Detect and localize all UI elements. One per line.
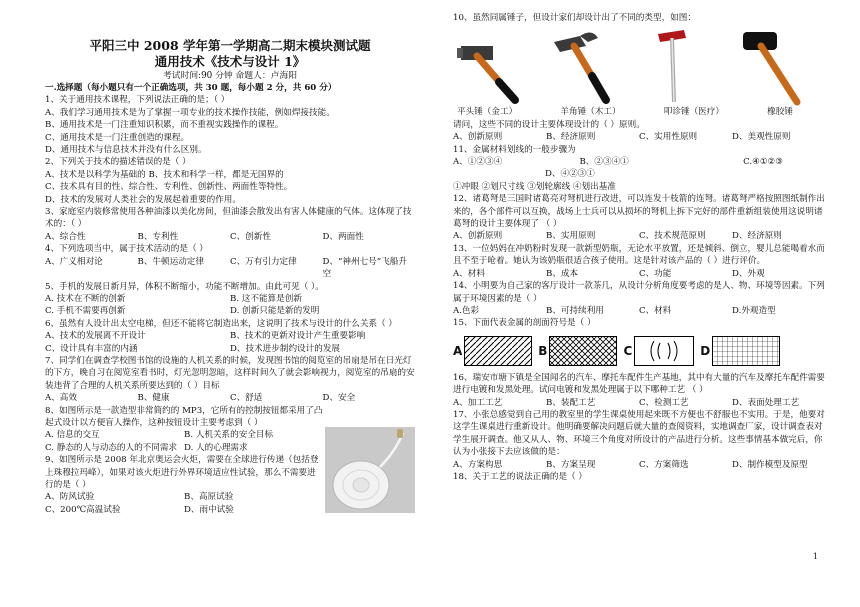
option: A、方案构思 [453, 459, 503, 470]
question-14-options [453, 305, 825, 317]
pattern-d [700, 336, 780, 366]
option: B、健康 [137, 393, 170, 404]
option: D、技术的发展对人类社会的发展起着重要的作用。 [45, 194, 241, 205]
question-8: 8、如图所示是一款造型非常简约的 MP3，它所有的控制按钮都采用了凸起式设计以方便盲人操作，这种按钮设计主要考虑到（ ） [45, 405, 323, 428]
mp3-photo [325, 427, 415, 513]
question-10-ask: 请问，这些不同的设计主要体现设计的（ ）原则。 [453, 119, 645, 130]
option: B、可持续利用 [546, 305, 604, 316]
option: A、加工工艺 [453, 397, 503, 408]
option: A、技术的发展离不开设计 [45, 331, 146, 342]
option-row [45, 392, 415, 404]
option: B、方案呈现 [546, 459, 596, 470]
hammer-images [453, 24, 825, 106]
option: C、实用性原则 [639, 132, 698, 143]
option-row [45, 491, 323, 503]
option: D、制作模型及原型 [732, 459, 808, 470]
option: C、创新性 [230, 231, 271, 242]
option: B. 人机关系的安全目标 [184, 430, 274, 441]
option: C、舒适 [230, 393, 263, 404]
option-row [45, 504, 323, 516]
option: D、美观性原则 [732, 132, 791, 143]
option: B、通用技术是一门注重知识积累，而不重视实践操作的课程。 [45, 120, 284, 131]
option: A.色彩 [453, 305, 480, 316]
question-13: 13、一位妈妈在冲奶粉时发现一款新型奶瓶，无论水平放置，还是倾斜、倒立，婴儿总能喝着水而且不至于呛着。她认为该奶瓶很适合孩子使用。这是针对该产品的（ ）进行评价。 [453, 243, 825, 267]
option: B、高原试验 [184, 492, 234, 503]
option: A. 技术在不断的创新 [45, 293, 126, 304]
question-9: 9、如图所示是 2008 年北京奥运会火炬，需要在全球进行传递（包括登上珠穆拉玛峰），如果对该火炬进行外界环境适应性试验，那么不需要进行的是（ ） [45, 455, 319, 490]
option: C、材料 [639, 305, 672, 316]
option: A. 信息的交互 [45, 430, 100, 441]
section-patterns [453, 333, 825, 369]
option: C. 静态的人与动态的人的不同需求 [45, 442, 178, 453]
option: C、检测工艺 [639, 397, 689, 408]
option: B、牛顿运动定律 [137, 256, 204, 267]
option: A、高效 [45, 393, 77, 404]
option: C.④①②③ [743, 157, 783, 168]
option: D、④②③① [545, 169, 595, 180]
hammer-caption: 橡胶锤 [767, 107, 793, 118]
option: A、创新原则 [453, 132, 503, 143]
option: C. 手机不需要再创新 [45, 306, 126, 317]
rubber-mallet-icon [739, 26, 805, 106]
question-2: 2、下列关于技术的描述错误的是（ ） [45, 157, 191, 168]
option: D、经济原则 [732, 231, 782, 242]
option-row [45, 330, 415, 342]
question-5: 5、手机的发展日新月异，体积不断缩小，功能不断增加。由此可见（ ）。 [45, 281, 324, 292]
question-15: 15、下面代表金属的剖面符号是（ ） [453, 318, 596, 329]
option: B、专利性 [137, 231, 179, 242]
option: A、我们学习通用技术是为了掌握一项专业的技术操作技能，例如焊接技能。 [45, 107, 335, 118]
pattern-label: A [453, 343, 463, 358]
option-row [45, 343, 415, 355]
pattern-label: B [538, 343, 548, 358]
option-row [45, 429, 323, 441]
option: B、成本 [546, 268, 579, 279]
page-number: 1 [812, 552, 818, 561]
option: C、功能 [639, 268, 672, 279]
question-11: 11、金属材料划线的一般步骤为 [453, 144, 576, 155]
pattern-a [453, 336, 532, 366]
question-10: 10、虽然同属锤子，但设计家们却设计出了不同的类型，如图： [453, 13, 696, 23]
exam-meta: 考试时间:90 分钟 命题人：卢海阳 [162, 71, 298, 81]
question-6: 6、虽然有人设计出太空电梯，但还不能将它制造出来，这说明了技术与设计的什么关系（ ） [45, 318, 397, 329]
exam-title: 平阳三中 2008 学年第一学期高二期末模块测试题 [89, 38, 371, 53]
option-row [45, 293, 415, 305]
option: D、外观 [732, 268, 765, 279]
option: D、通用技术与信息技术并没有什么区别。 [45, 145, 207, 156]
option: B. 这不能算是创新 [230, 293, 302, 304]
question-7: 7、同学们在调查学校图书馆的设施的人机关系的时候，发现图书馆的阅览室的吊扇是吊在日光灯的下方，晚自习在阅览室看书时，灯光忽明忽暗，这样时间久了就会影响视力，阅览室的吊扇的安装违背了合理的人机关系所要达到的（ ）目标 [45, 355, 415, 391]
option: C、200℃高温试验 [45, 504, 121, 515]
option: B、技术的更新对设计产生重要影响 [230, 331, 366, 342]
option-row [45, 231, 415, 243]
option: D、雨中试验 [184, 504, 234, 515]
option: D. 人的心理需求 [184, 442, 248, 453]
question-11-steps: ①冲眼 ②划尺寸线 ③划轮廓线 ④划出基准 [453, 181, 616, 192]
question-18: 18、关于工艺的说法正确的是（ ） [453, 471, 587, 482]
question-16-options [453, 397, 825, 409]
section-heading: 一.选择题（每小题只有一个正确选项，共 30 题，每小题 2 分，共 60 分） [45, 83, 337, 93]
option: B、实用原则 [546, 231, 596, 242]
option: A、广义相对论 [45, 256, 103, 267]
option: C、方案筛选 [639, 459, 689, 470]
option: A、技术是以科学为基础的 B、技术和科学一样，都是无国界的 [45, 169, 284, 180]
pattern-b [538, 336, 617, 366]
option: B、经济原则 [546, 132, 596, 143]
option: A、综合性 [45, 231, 86, 242]
option: D.外观造型 [732, 305, 776, 316]
right-column [453, 12, 825, 483]
option: A、①②③④ [453, 157, 503, 168]
option: C、通用技术是一门注重创造的课程。 [45, 132, 190, 143]
hammer-caption: 平头锤（金工） [457, 107, 518, 118]
option: D、表面处理工艺 [732, 397, 800, 408]
question-17-options [453, 459, 825, 471]
option: B、②③④① [579, 157, 629, 168]
option: A、创新原则 [453, 231, 503, 242]
question-16: 16、瑞安市塘下镇是全国闻名的汽车、摩托车配件生产基地，其中有大量的汽车及摩托车配件需要进行电镀和发黑处理。试问电镀和发黑处理属于以下哪种工艺 （ ） [453, 372, 825, 396]
option-row [45, 256, 415, 281]
hammer-caption: 叩诊锤（医疗） [663, 107, 724, 118]
question-4: 4、下列选项当中，属于技术活动的是（ ） [45, 244, 208, 255]
option: B、装配工艺 [546, 397, 596, 408]
option: D、安全 [322, 393, 356, 404]
flat-hammer-icon [455, 26, 521, 106]
option: C、技术具有目的性、综合性、专利性、创新性、两面性等特性。 [45, 182, 293, 193]
option: D、技术进步制约设计的发展 [230, 343, 341, 354]
pattern-label: C [623, 343, 633, 358]
option: C、设计具有丰富的内涵 [45, 343, 138, 354]
claw-hammer-icon [550, 26, 616, 106]
option: A、材料 [453, 268, 485, 279]
option-row [45, 305, 415, 317]
hammer-caption: 羊角锤（木工） [560, 107, 621, 118]
option: D. 创新只能是新的发明 [230, 306, 320, 317]
option: C、技术规范原则 [639, 231, 706, 242]
hammer-captions [453, 106, 825, 118]
question-3: 3、家庭室内装修常使用各种油漆以美化房间，但油漆会散发出有害人体健康的气体。这体现了技术的：（ ） [45, 207, 412, 230]
question-1: 1、关于通用技术课程，下列说法正确的是；（ ） [45, 95, 230, 106]
question-10-options [453, 131, 825, 143]
reflex-hammer-icon [644, 26, 710, 106]
question-17: 17、小张总感觉到自己用的教室里的学生课桌使用起来既不方便也不舒服也不实用。于是，他要对这学生课桌进行重新设计。他明确要解决问题后就大量的查阅资料，实地调查厂家，设计调查表对学生展开调查。他又从人、物、环境三个角度对所设计的产品进行分析。这些事情基本做完后，你认为小张接下去应该做的是： [453, 409, 825, 458]
question-11-options [453, 156, 825, 168]
question-13-options [453, 268, 825, 280]
option: C、万有引力定律 [230, 256, 297, 267]
option-row [45, 442, 323, 454]
option: D、两面性 [322, 231, 364, 242]
option: D、“神州七号”飞船升空 [322, 256, 407, 280]
exam-subtitle: 通用技术《技术与设计 1》 [154, 54, 306, 69]
pattern-label: D [700, 343, 711, 358]
question-12-options [453, 230, 825, 242]
question-14: 14、小明要为自己家的客厅设计一款茶几，从设计分析角度要考虑的是人、物、环境等因素。下列属于环境因素的是（ ） [453, 281, 825, 304]
question-12: 12、诸葛弩是三国时诸葛亮对弩机进行改进，可以连发十枝箭的连弩。诸葛弩严格按照图纸制作出来的，各个部件可以互换，战场上士兵可以从损坏的弩机上拆下完好的部件重新组装使用这说明诸葛弩的设计主要体现了 （ ） [453, 194, 825, 230]
pattern-c [623, 336, 694, 366]
option: A、防风试验 [45, 492, 95, 503]
